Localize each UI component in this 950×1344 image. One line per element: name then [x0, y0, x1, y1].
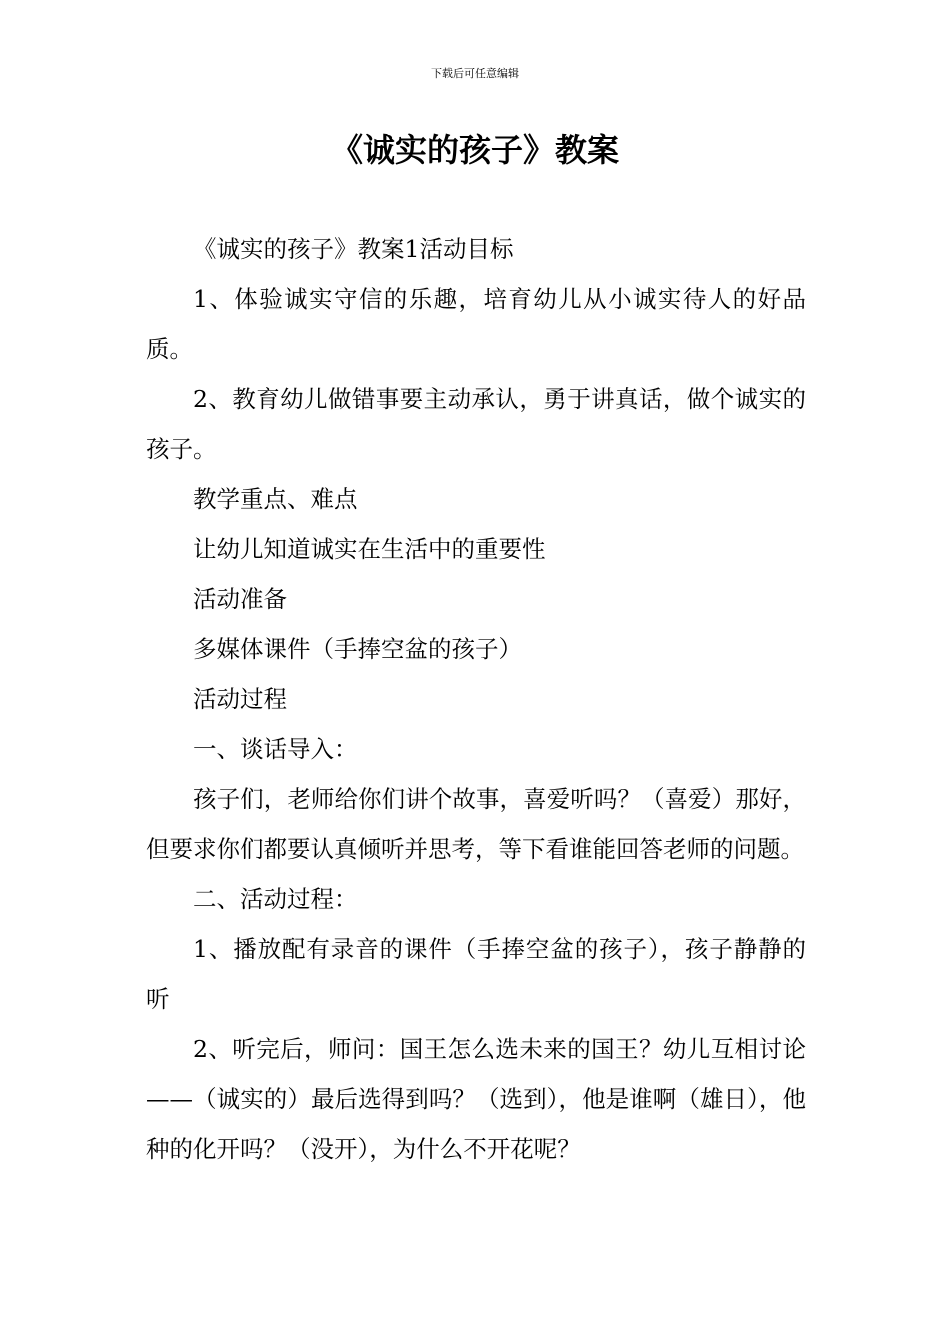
paragraph-step-intro: 一、谈话导入： [193, 735, 358, 763]
paragraph-heading-preparation: 活动准备 [193, 585, 287, 613]
paragraph-heading-goals: 《诚实的孩子》教案1活动目标 [193, 235, 514, 263]
paragraph-intro-text: 孩子们，老师给你们讲个故事，喜爱听吗？（喜爱）那好，但要求你们都要认真倾听并思考，等下看谁能回答老师的问题。 [146, 785, 806, 863]
paragraph-activity-2: 2、听完后，师问：国王怎么选未来的国王？幼儿互相讨论——（诚实的）最后选得到吗？（选到），他是谁啊（雄日），他种的化开吗？（没开），为什么不开花呢？ [146, 1035, 806, 1163]
paragraph-preparation: 多媒体课件（手捧空盆的孩子） [193, 635, 522, 663]
document-body [146, 224, 806, 1174]
document-title: 《诚实的孩子》教案 [330, 131, 619, 169]
page-header-note: 下载后可任意编辑 [431, 67, 519, 80]
paragraph-goal-1: 1、体验诚实守信的乐趣，培育幼儿从小诚实待人的好品质。 [146, 285, 806, 363]
paragraph-key-points: 让幼儿知道诚实在生活中的重要性 [193, 535, 546, 563]
paragraph-step-activity: 二、活动过程： [193, 885, 358, 913]
paragraph-heading-process: 活动过程 [193, 685, 287, 713]
paragraph-activity-1: 1、播放配有录音的课件（手捧空盆的孩子），孩子静静的听 [146, 935, 806, 1013]
paragraph-heading-key-points: 教学重点、难点 [193, 485, 358, 513]
paragraph-goal-2: 2、教育幼儿做错事要主动承认，勇于讲真话，做个诚实的孩子。 [146, 385, 806, 463]
